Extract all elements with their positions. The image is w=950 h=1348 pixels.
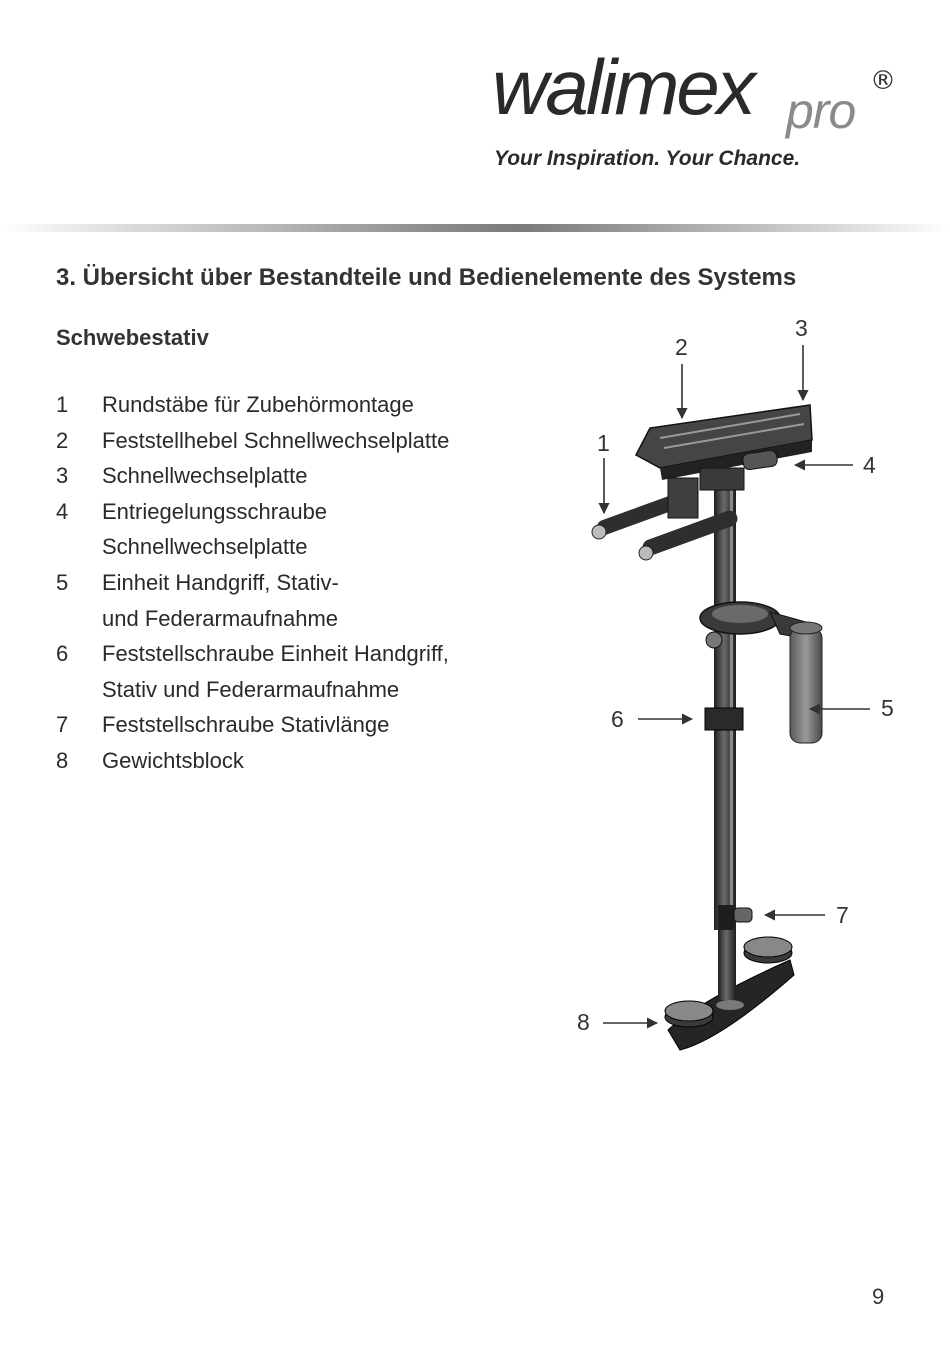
locking-screw-clamp (705, 708, 743, 730)
rod-bracket (668, 478, 698, 518)
part-number: 8 (56, 747, 69, 773)
part-number: 3 (56, 463, 69, 489)
tagline: Your Inspiration. Your Chance. (494, 147, 801, 170)
parts-list (56, 387, 526, 779)
header-divider (0, 224, 950, 232)
lower-post (718, 930, 736, 1000)
part-label-line: Schnellwechselplatte (102, 463, 308, 489)
part-number: 1 (56, 392, 69, 417)
length-screw (734, 908, 752, 922)
callout-label-4: 4 (863, 452, 876, 478)
handle-grip-top (790, 622, 822, 634)
part-label-line: Gewichtsblock (102, 747, 244, 773)
part-label (102, 565, 526, 636)
callout-label-2: 2 (675, 334, 688, 360)
part-label-line: Schnellwechselplatte (102, 534, 308, 560)
callout-label-3: 3 (795, 315, 808, 341)
list-item (56, 494, 526, 565)
registered-mark: ® (870, 66, 896, 96)
list-item (56, 458, 526, 494)
weight-disc-top (744, 937, 792, 957)
weight-disc-top (665, 1001, 713, 1021)
accessory-rod (595, 494, 680, 537)
part-number: 6 (56, 641, 69, 667)
gimbal-knob (706, 632, 722, 648)
handle-grip (790, 628, 822, 743)
steadicam-illustration (592, 405, 822, 1050)
part-number: 4 (56, 498, 69, 524)
rod-end (592, 525, 606, 539)
steadicam-diagram (560, 300, 950, 1080)
part-label (102, 636, 526, 707)
part-number: 7 (56, 712, 69, 738)
part-label (102, 707, 526, 743)
callout-label-5: 5 (881, 695, 894, 721)
logo-pro: pro (786, 83, 856, 139)
part-label (102, 743, 526, 779)
part-label-line: Einheit Handgriff, Stativ- (102, 569, 339, 595)
callout-label-7: 7 (836, 902, 849, 928)
list-item (56, 423, 526, 459)
part-label-line: und Federarmaufnahme (102, 605, 339, 631)
part-label (102, 387, 526, 423)
page-number: 9 (872, 1284, 885, 1309)
part-label-line: Stativ und Federarmaufnahme (102, 676, 400, 702)
walimex-pro-logo (470, 40, 910, 180)
part-label-line: Rundstäbe für Zubehörmontage (102, 392, 414, 417)
post-highlight (730, 478, 733, 928)
part-number: 2 (56, 427, 69, 453)
list-item (56, 387, 526, 423)
list-item (56, 707, 526, 743)
part-label-line: Entriegelungsschraube (102, 498, 328, 524)
part-label-line: Feststellschraube Stativlänge (102, 712, 390, 738)
part-number: 5 (56, 569, 69, 595)
section-title: 3. Übersicht über Bestandteile und Bedienelemente des Systems (56, 264, 797, 291)
list-item (56, 743, 526, 779)
list-item (56, 636, 526, 707)
callout-label-8: 8 (577, 1009, 590, 1035)
list-item (56, 565, 526, 636)
part-label (102, 423, 526, 459)
part-label (102, 494, 526, 565)
subheading: Schwebestativ (56, 325, 209, 350)
callout-label-6: 6 (611, 706, 624, 732)
part-label (102, 458, 526, 494)
gimbal-ring-top (712, 605, 768, 623)
part-label-line: Feststellschraube Einheit Handgriff, (102, 641, 449, 667)
sled-hole (716, 1000, 744, 1010)
callout-label-1: 1 (597, 430, 610, 456)
plate-clamp (700, 468, 744, 490)
rod-end (639, 546, 653, 560)
logo-wordmark: walimex (492, 43, 753, 131)
part-label-line: Feststellhebel Schnellwechselplatte (102, 427, 450, 453)
